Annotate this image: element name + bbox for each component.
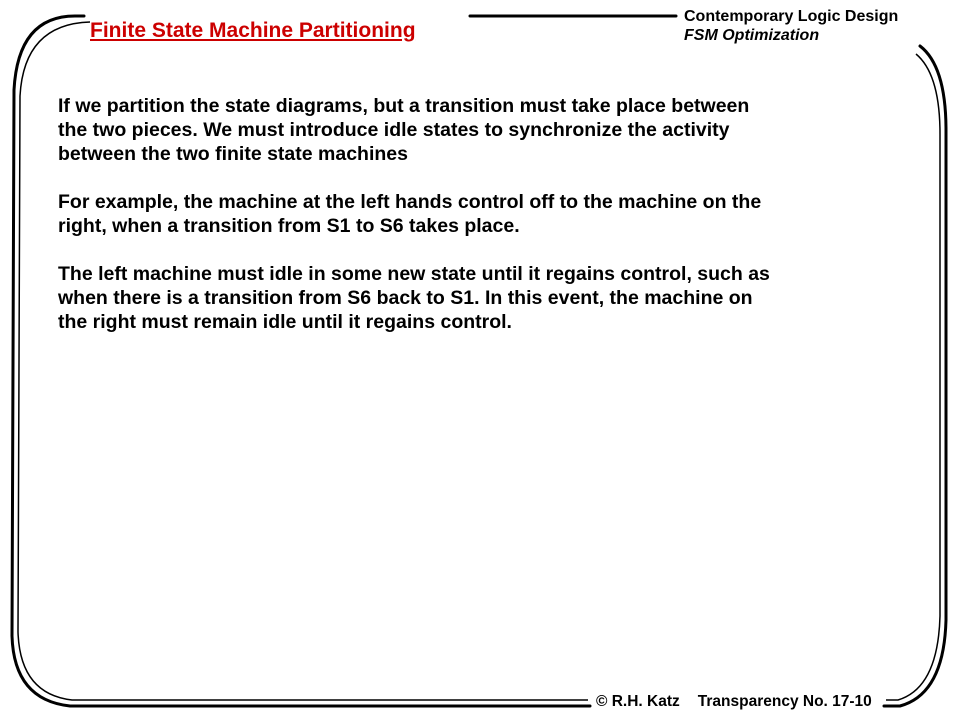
transparency-number: Transparency No. 17-10 — [697, 693, 872, 710]
topic-name: FSM Optimization — [684, 27, 820, 44]
paragraph-3-line-2: when there is a transition from S6 back to S1. In this event, the machine on — [58, 287, 753, 309]
paragraph-1-line-1: If we partition the state diagrams, but a transition must take place between — [58, 95, 750, 117]
paragraph-1 — [58, 94, 948, 166]
paragraph-3-line-1: The left machine must idle in some new state until it regains control, such as — [58, 263, 770, 285]
paragraph-1-line-2: the two pieces. We must introduce idle states to synchronize the activity — [58, 119, 730, 141]
paragraph-2-line-2: right, when a transition from S1 to S6 takes place. — [58, 215, 520, 237]
paragraph-2-line-1: For example, the machine at the left hands control off to the machine on the — [58, 191, 762, 213]
slide-footer — [596, 692, 872, 711]
paragraph-2 — [58, 190, 948, 238]
paragraph-3 — [58, 262, 948, 334]
paragraph-3-line-3: the right must remain idle until it regains control. — [58, 311, 512, 333]
slide-body — [58, 94, 948, 334]
slide-header — [684, 7, 898, 45]
paragraph-1-line-3: between the two finite state machines — [58, 143, 408, 165]
copyright-text: © R.H. Katz — [596, 693, 680, 710]
course-name: Contemporary Logic Design — [684, 8, 899, 25]
slide-title: Finite State Machine Partitioning — [90, 19, 416, 42]
